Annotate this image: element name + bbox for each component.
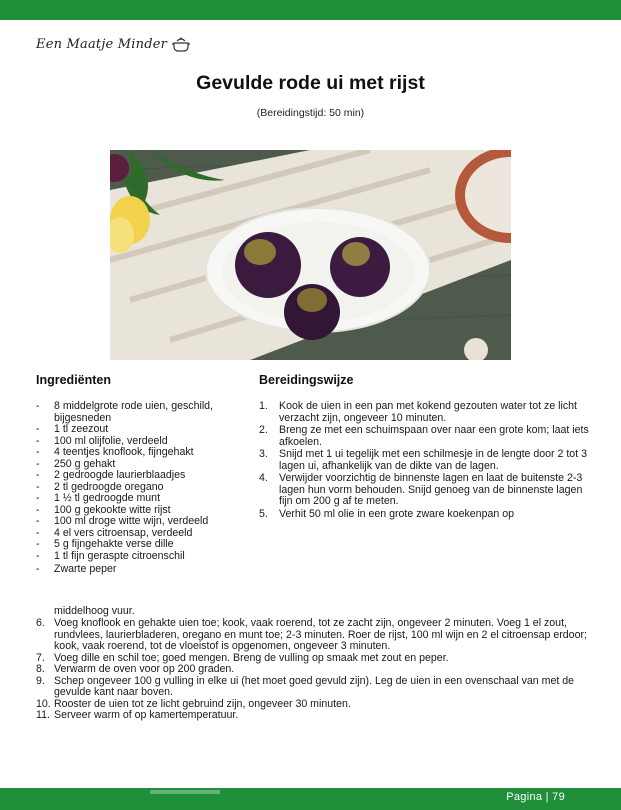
brand-logo (36, 36, 191, 52)
ingredient-item: - 1 ½ tl gedroogde munt (36, 493, 251, 505)
ingredient-item: - 1 tl zeezout (36, 424, 251, 436)
ingredient-item: - 250 g gehakt (36, 459, 251, 471)
cooking-pot-icon (171, 36, 191, 52)
recipe-title: Gevulde rode ui met rijst (196, 72, 425, 94)
method-step (259, 509, 594, 521)
ingredient-item: - 100 ml olijfolie, verdeeld (36, 436, 251, 448)
step-number: 4. (259, 472, 268, 484)
preparation-time: (Bereidingstijd: 50 min) (256, 107, 365, 119)
step-text: Serveer warm of op kamertemperatuur. (54, 709, 239, 721)
step-text: Rooster de uien tot ze licht gebruind zijn, ongeveer 30 minuten. (54, 697, 351, 710)
ingredient-item: - 5 g fijngehakte verse dille (36, 539, 251, 551)
step-text: Verwarm de oven voor op 200 graden. (54, 663, 235, 675)
top-accent-bar (0, 0, 621, 20)
method-step (259, 425, 594, 448)
step-number: 11. (36, 709, 50, 721)
step-text: Kook de uien in een pan met kokend gezouten water tot ze licht verzacht zijn, ongeveer 10 minuten. (279, 400, 577, 424)
method-step (36, 676, 592, 699)
ingredient-item: - 100 g gekookte witte rijst (36, 505, 251, 517)
brand-name: Een Maatje Minder (36, 36, 168, 52)
ingredient-item: - Zwarte peper (36, 564, 251, 576)
ingredient-item: - 1 tl fijn geraspte citroenschil (36, 551, 251, 563)
step-text: Verwijder voorzichtig de binnenste lagen en laat de buitenste 2-3 lagen hun vorm behouden. Snijd genoeg van de binnenste lagen fijn om 200 g af te meten. (279, 472, 583, 507)
step-number: 2. (259, 424, 268, 436)
method-step (36, 618, 592, 653)
step-number: 9. (36, 674, 45, 687)
method-steps-second (36, 618, 592, 722)
step-number: 8. (36, 663, 45, 675)
ingredient-item: - 8 middelgrote rode uien, geschild, bijgesneden (36, 401, 251, 424)
step-5-continuation: middelhoog vuur. (54, 605, 135, 617)
ingredient-item: - 100 ml droge witte wijn, verdeeld (36, 516, 251, 528)
ingredient-item: - 4 teentjes knoflook, fijngehakt (36, 447, 251, 459)
step-text: Voeg knoflook en gehakte uien toe; kook, vaak roerend, tot ze zacht zijn, ongeveer 2 minuten. Voeg 1 el zout, rundvlees, laurierbladeren, oregano en munt toe; 2-3 minuten. Roer de rijst, 100 ml wijn en 2 el citroensap erdoor; kook, vaak roerend, tot de vloeistof is opgenomen, ongeveer 3 minuten. (54, 617, 587, 652)
ingredient-item: - 4 el vers citroensap, verdeeld (36, 528, 251, 540)
step-text: Verhit 50 ml olie in een grote zware koekenpan op (279, 507, 514, 520)
page-number: Pagina | 79 (506, 791, 565, 803)
footer-decoration (150, 790, 220, 794)
step-number: 6. (36, 617, 45, 629)
recipe-photo (110, 150, 511, 360)
method-step (259, 401, 594, 424)
step-number: 7. (36, 651, 45, 664)
step-text: Snijd met 1 ui tegelijk met een schilmesje in de lengte door 2 tot 3 lagen ui, afhankelijk van de dikte van de lagen. (279, 448, 587, 472)
method-steps-first (259, 401, 594, 521)
ingredients-heading: Ingrediënten (36, 373, 112, 387)
method-step (36, 710, 592, 722)
step-number: 3. (259, 448, 268, 460)
method-step (259, 449, 594, 472)
method-heading: Bereidingswijze (259, 373, 354, 387)
step-number: 10. (36, 697, 51, 710)
ingredient-item: - 2 tl gedroogde oregano (36, 482, 251, 494)
step-text: Schep ongeveer 100 g vulling in elke ui (het moet goed gevuld zijn). Leg de uien in een ovenschaal van met de gevulde kant naar boven. (54, 674, 575, 698)
step-text: Breng ze met een schuimspaan over naar een grote kom; laat iets afkoelen. (279, 424, 589, 448)
step-text: Voeg dille en schil toe; goed mengen. Breng de vulling op smaak met zout en peper. (54, 651, 449, 664)
step-number: 5. (259, 507, 268, 520)
step-number: 1. (259, 400, 268, 412)
method-step (259, 473, 594, 508)
ingredient-item: - 2 gedroogde laurierblaadjes (36, 470, 251, 482)
ingredients-list (36, 401, 251, 576)
